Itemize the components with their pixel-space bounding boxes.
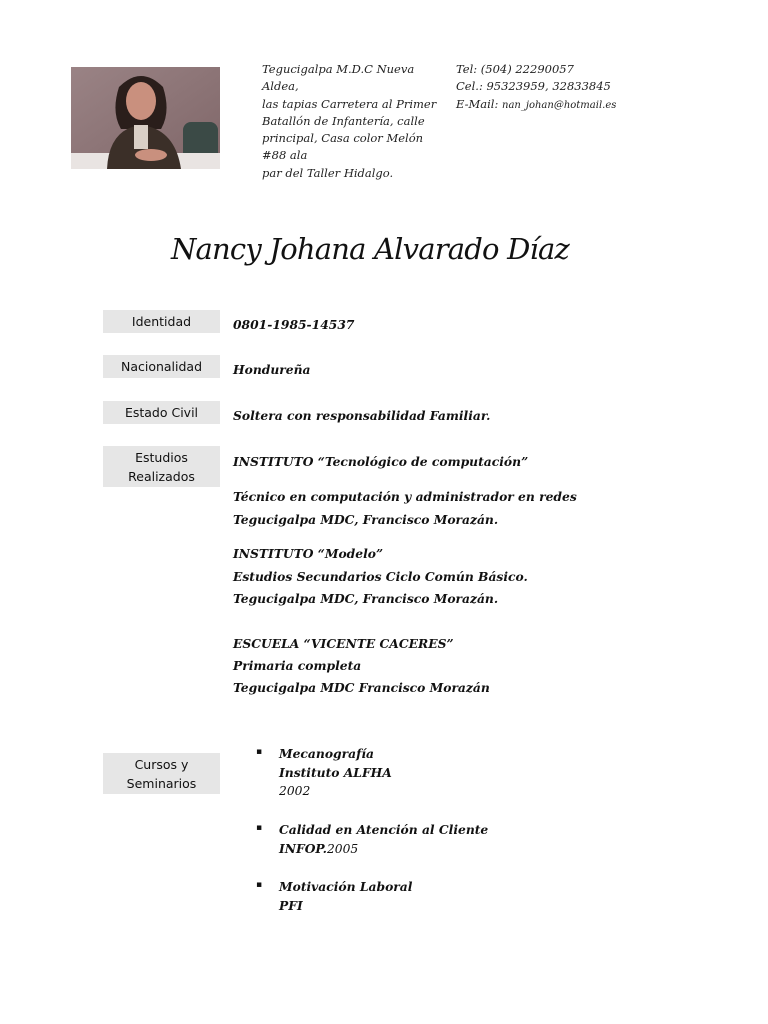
- address-line: Batallón de Infantería, calle: [262, 113, 425, 128]
- address-line: las tapias Carretera al Primer: [262, 96, 437, 111]
- email-row: [456, 96, 696, 114]
- address-line: Tegucigalpa M.D.C Nueva Aldea,: [262, 62, 415, 94]
- course-place: Instituto ALFHA: [279, 765, 392, 780]
- label-estado-civil-text: Estado Civil: [124, 405, 199, 420]
- label-estudios-line2: Realizados: [128, 468, 195, 484]
- label-cursos-line1: Cursos y: [134, 756, 189, 772]
- bullet-icon: ▪: [256, 747, 263, 757]
- value-estado-civil: Soltera con responsabilidad Familiar.: [233, 408, 491, 423]
- phone-tel: Tel: (504) 22290057: [456, 62, 574, 76]
- estudios-line: Tegucigalpa MDC, Francisco Morazán.: [233, 512, 499, 527]
- address-line: par del Taller Hidalgo.: [262, 165, 394, 180]
- course-place: PFI: [279, 898, 303, 913]
- value-nacionalidad: Hondureña: [233, 362, 311, 377]
- label-nacionalidad: [103, 355, 220, 378]
- bullet-icon: ▪: [256, 823, 263, 833]
- estudios-line: ESCUELA “VICENTE CACERES”: [233, 636, 454, 651]
- course-title: Calidad en Atención al Cliente: [279, 822, 489, 837]
- phone-cel: Cel.: 95323959, 32833845: [456, 79, 611, 94]
- address-line: principal, Casa color Melón #88 ala: [262, 131, 424, 163]
- email-link[interactable]: nan_johan@hotmail.es: [502, 99, 617, 111]
- course-place-year: [279, 841, 358, 856]
- label-estudios: [103, 446, 220, 487]
- label-estado-civil: [103, 401, 220, 424]
- course-year: 2002: [279, 784, 311, 798]
- value-identidad: 0801-1985-14537: [233, 317, 355, 332]
- label-cursos-line2: Seminarios: [126, 775, 197, 791]
- course-title: Motivación Laboral: [279, 879, 413, 894]
- course-place: INFOP.: [279, 841, 327, 856]
- label-estudios-line1: Estudios: [135, 449, 188, 465]
- estudios-line: Tegucigalpa MDC Francisco Morazán: [233, 680, 490, 695]
- estudios-line: Técnico en computación y administrador en redes: [233, 489, 577, 504]
- course-title: Mecanografía: [279, 746, 375, 761]
- page-title: Nancy Johana Alvarado Díaz: [170, 232, 569, 266]
- label-identidad: [103, 310, 220, 333]
- label-nacionalidad-text: Nacionalidad: [120, 359, 203, 374]
- profile-photo: [71, 67, 220, 169]
- label-identidad-text: Identidad: [131, 314, 192, 329]
- bullet-icon: ▪: [256, 880, 263, 890]
- profile-photo-image: [71, 67, 220, 169]
- address-block: [262, 61, 447, 182]
- estudios-line: Tegucigalpa MDC, Francisco Morazán.: [233, 591, 499, 606]
- email-label: E-Mail:: [456, 96, 499, 111]
- estudios-line: Primaria completa: [233, 658, 362, 673]
- estudios-line: INSTITUTO “Modelo”: [233, 546, 384, 561]
- course-year: 2005: [326, 842, 359, 856]
- label-cursos: [103, 753, 220, 794]
- contact-block: [456, 61, 696, 114]
- estudios-line: INSTITUTO “Tecnológico de computación”: [233, 454, 529, 469]
- estudios-line: Estudios Secundarios Ciclo Común Básico.: [233, 569, 528, 584]
